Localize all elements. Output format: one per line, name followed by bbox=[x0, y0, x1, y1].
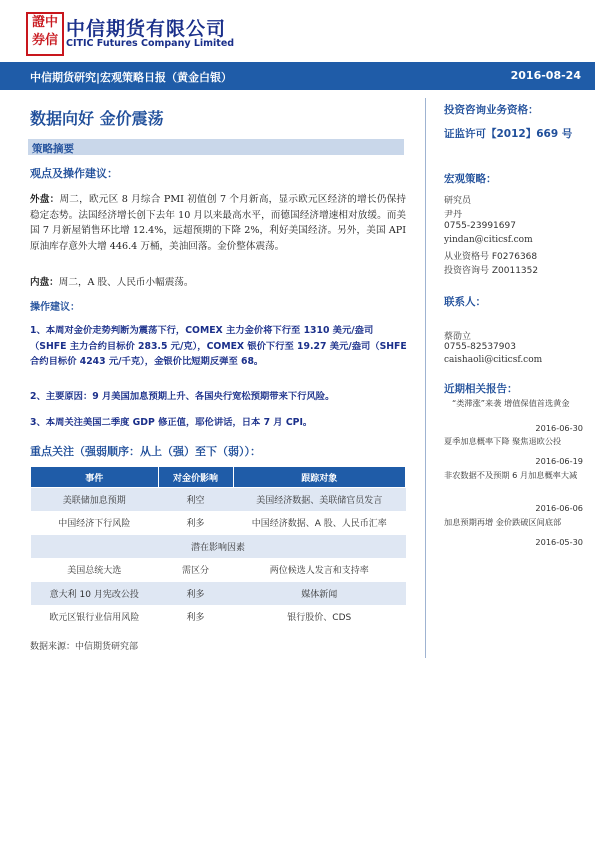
ops-heading: 操作建议： bbox=[30, 302, 80, 313]
table-cell: 利多 bbox=[158, 605, 233, 629]
table-cell: 欧元区银行业信用风险 bbox=[31, 605, 159, 629]
cert-title: 投资咨询业务资格： bbox=[444, 104, 539, 116]
col-header-impact: 对金价影响 bbox=[158, 467, 233, 488]
analyst-email[interactable]: yindan@citicsf.com bbox=[444, 235, 533, 245]
report-date-3: 2016-06-06 bbox=[535, 503, 583, 513]
internal-paragraph bbox=[30, 275, 406, 291]
table-row bbox=[31, 605, 406, 629]
report-date: 2016-08-24 bbox=[510, 69, 581, 82]
analyst-name: 尹丹 bbox=[444, 210, 463, 220]
table-cell: 银行股价、CDS bbox=[233, 605, 406, 629]
seal-char: 信 bbox=[45, 33, 59, 48]
analyst-role: 研究员 bbox=[444, 196, 472, 206]
table-row bbox=[31, 511, 406, 535]
table-cell: 美国经济数据、美联储官员发言 bbox=[233, 488, 406, 512]
table-span-cell: 潜在影响因素 bbox=[31, 535, 406, 559]
seal-char: 證 bbox=[31, 15, 45, 30]
focus-table bbox=[30, 466, 406, 629]
report-series: 中信期货研究|宏观策略日报（黄金白银） bbox=[30, 71, 233, 84]
report-link-4[interactable]: 加息预期再增 金价跌破区间底部 bbox=[444, 517, 562, 527]
table-cell: 媒体新闻 bbox=[233, 582, 406, 606]
table-cell: 中国经济数据、A 股、人民币汇率 bbox=[233, 511, 406, 535]
table-row bbox=[31, 558, 406, 582]
table-cell: 意大利 10 月宪改公投 bbox=[31, 582, 159, 606]
data-source: 数据来源：中信期货研究部 bbox=[30, 642, 139, 652]
external-paragraph bbox=[30, 192, 406, 254]
report-date-2: 2016-06-19 bbox=[535, 456, 583, 466]
report-title: 数据向好 金价震荡 bbox=[30, 109, 164, 128]
focus-heading: 重点关注（强弱顺序：从上（强）至下（弱））： bbox=[30, 445, 261, 458]
contact-name: 蔡劭立 bbox=[444, 332, 472, 342]
report-date-1: 2016-06-30 bbox=[535, 423, 583, 433]
report-link-2[interactable]: 夏季加息概率下降 聚焦退欧公投 bbox=[444, 436, 562, 446]
section-tag-label: 策略摘要 bbox=[32, 143, 74, 155]
analyst-consult-no: 投资咨询号 Z0011352 bbox=[444, 266, 539, 276]
table-span-row bbox=[31, 535, 406, 559]
table-header-row bbox=[31, 467, 406, 488]
seal-char: 中 bbox=[45, 15, 59, 30]
ops-item-1: 1、本周对金价走势判断为震荡下行，COMEX 主力金价将下行至 1310 美元/盎司（SHFE 主力合约目标价 283.5 元/克），COMEX 银价下行至 19.27 美元/盎司（SHFE 合约目标价 4243 元/千克），金银价比短期反弹至 68。 bbox=[30, 325, 407, 368]
contact-title: 联系人： bbox=[444, 296, 486, 308]
citic-seal-logo bbox=[26, 12, 64, 56]
page-header bbox=[0, 0, 595, 62]
table-cell: 利多 bbox=[158, 511, 233, 535]
analyst-license: 从业资格号 F0276368 bbox=[444, 252, 538, 262]
report-banner bbox=[0, 62, 595, 90]
report-link-3[interactable]: 非农数据不及预期 6 月加息概率大减 bbox=[444, 470, 578, 480]
contact-phone: 0755-82537903 bbox=[444, 342, 516, 352]
internal-label: 内盘： bbox=[30, 277, 59, 288]
seal-line-1 bbox=[28, 14, 62, 32]
external-label: 外盘： bbox=[30, 194, 60, 205]
internal-text: 周二，A 股、人民币小幅震荡。 bbox=[58, 277, 194, 288]
table-row bbox=[31, 582, 406, 606]
strategy-title: 宏观策略： bbox=[444, 173, 497, 185]
views-heading: 观点及操作建议： bbox=[30, 167, 118, 180]
table-cell: 需区分 bbox=[158, 558, 233, 582]
reports-title: 近期相关报告： bbox=[444, 383, 518, 395]
table-row bbox=[31, 488, 406, 512]
ops-item-3: 3、本周关注美国二季度 GDP 修正值，耶伦讲话，日本 7 月 CPI。 bbox=[30, 417, 313, 428]
table-cell: 利多 bbox=[158, 582, 233, 606]
report-link-1[interactable]: “类滞涨”来袭 增值保值首选黄金 bbox=[452, 398, 570, 408]
section-tag bbox=[28, 139, 404, 155]
table-cell: 中国经济下行风险 bbox=[31, 511, 159, 535]
seal-line-2 bbox=[28, 32, 62, 50]
cert-number: 证监许可【2012】669 号 bbox=[444, 128, 573, 140]
column-divider bbox=[425, 98, 426, 658]
company-name-en: CITIC Futures Company Limited bbox=[66, 38, 235, 49]
contact-email[interactable]: caishaoli@citicsf.com bbox=[444, 355, 543, 365]
external-text: 周二，欧元区 8 月综合 PMI 初值创 7 个月新高，显示欧元区经济的增长仍保持稳定态势。法国经济增长创下去年 10 月以来最高水平，而德国经济增速相对放缓。而美国 7 月新屋销售环比增 12.4%，远超预期的下降 2%，利好美国经济。另外，美国 API 原油库存意外大增 446.4 万桶，美油回落。金价整体震荡。 bbox=[30, 194, 407, 252]
ops-item-2: 2、主要原因：9 月美国加息预期上升、各国央行宽松预期带来下行风险。 bbox=[30, 391, 335, 402]
report-date-4: 2016-05-30 bbox=[535, 537, 583, 547]
table-cell: 两位候选人发言和支持率 bbox=[233, 558, 406, 582]
table-cell: 利空 bbox=[158, 488, 233, 512]
company-name-cn: 中信期货有限公司 bbox=[66, 18, 227, 40]
col-header-tracking: 跟踪对象 bbox=[233, 467, 406, 488]
table-cell: 美联储加息预期 bbox=[31, 488, 159, 512]
col-header-event: 事件 bbox=[31, 467, 159, 488]
analyst-phone: 0755-23991697 bbox=[444, 221, 516, 231]
table-cell: 美国总统大选 bbox=[31, 558, 159, 582]
seal-char: 券 bbox=[31, 33, 45, 48]
